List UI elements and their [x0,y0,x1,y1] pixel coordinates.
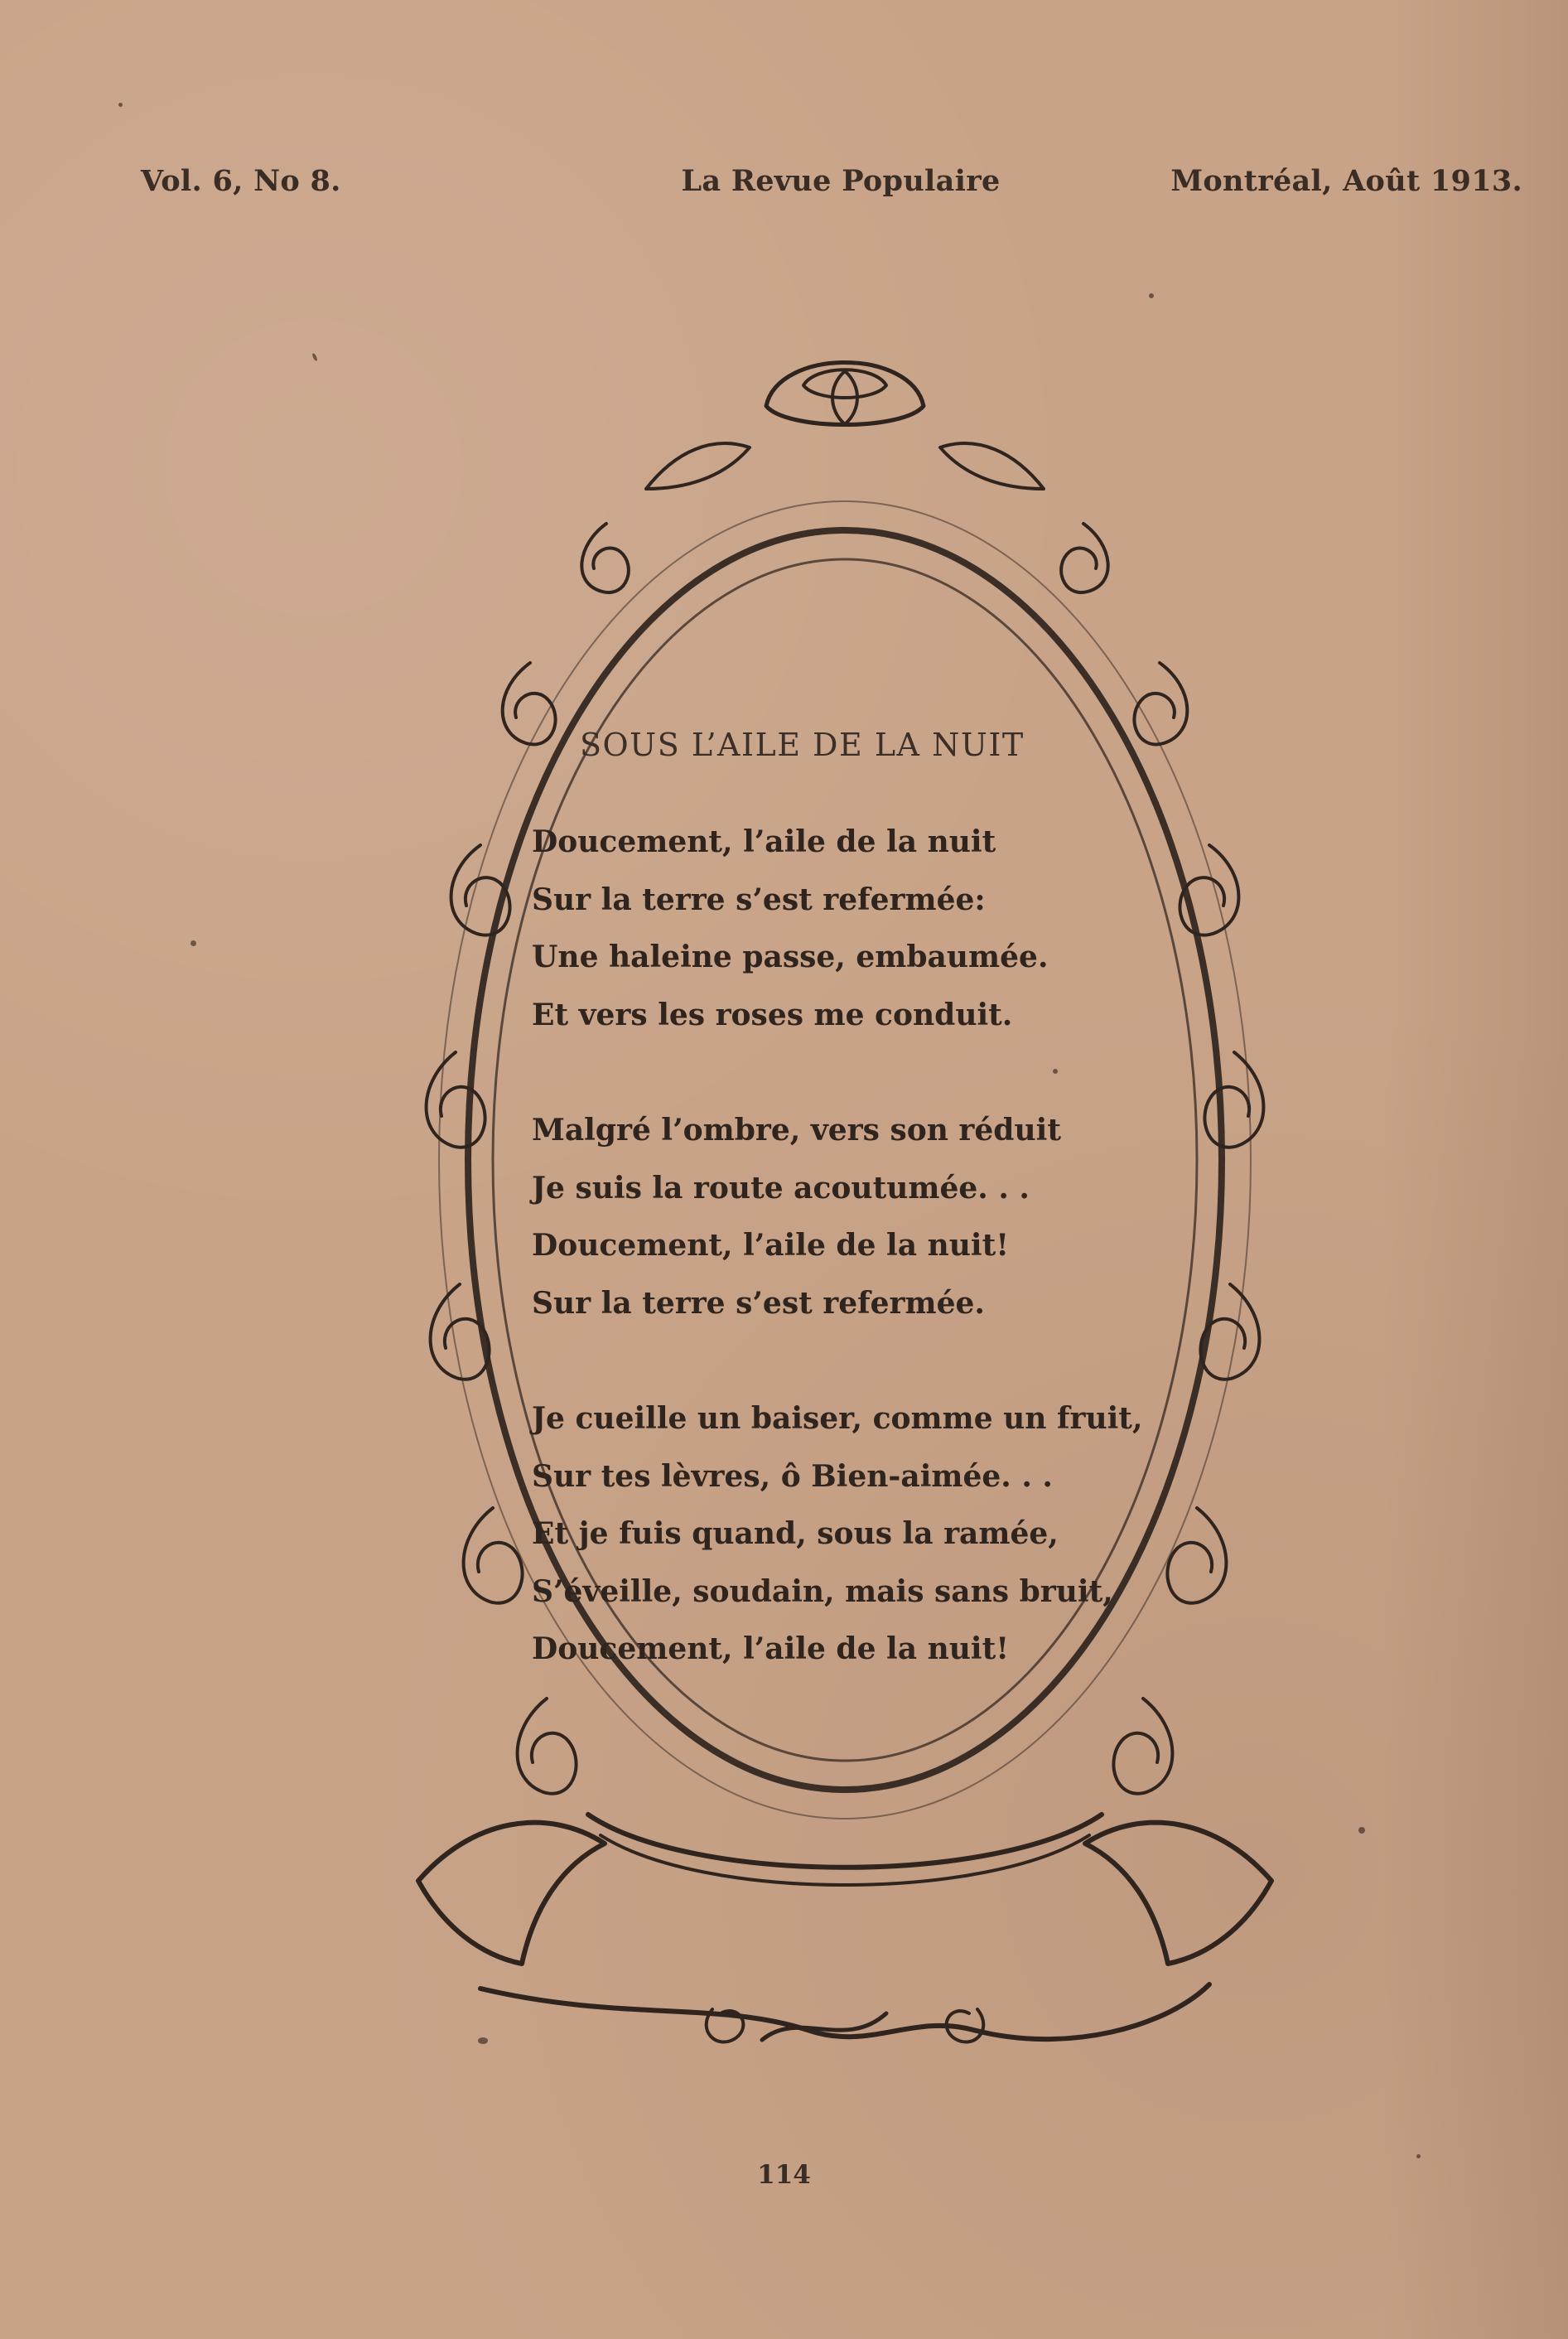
poem-line: S’éveille, soudain, mais sans bruit, [532,1573,1113,1609]
poem-title: SOUS L’AILE DE LA NUIT [580,727,1025,763]
poem-line: Je suis la route acoutumée. . . [532,1170,1030,1206]
poem-line: Et je fuis quand, sous la ramée, [532,1516,1059,1551]
volume-number: Vol. 6, No 8. [141,164,341,198]
poem-line: Sur la terre s’est refermée: [532,882,986,917]
poem-text [532,814,1211,1737]
poem-line: Doucement, l’aile de la nuit! [532,1631,1010,1666]
poem-line: Malgré l’ombre, vers son réduit [532,1113,1061,1148]
poem-stanza-2 [532,1102,1211,1332]
paper-speck [1149,293,1154,298]
page-number: 114 [757,2160,811,2190]
paper-speck [118,103,123,107]
poem-stanza-3 [532,1390,1211,1679]
poem-line: Doucement, l’aile de la nuit! [532,1228,1010,1263]
running-header [141,164,1522,214]
poem-line: Sur la terre s’est refermée. [532,1285,985,1321]
poem-line: Je cueille un baiser, comme un fruit, [532,1401,1143,1436]
poem-line: Et vers les roses me conduit. [532,997,1013,1032]
paper-speck [1416,2154,1421,2158]
poem-line: Doucement, l’aile de la nuit [532,824,996,859]
paper-speck [191,940,196,946]
poem-line: Une haleine passe, embaumée. [532,940,1049,974]
issue-date: Montréal, Août 1913. [1170,164,1522,198]
poem-line: Sur tes lèvres, ô Bien-aimée. . . [532,1458,1053,1494]
publication-title: La Revue Populaire [681,164,1001,198]
poem-stanza-1 [532,814,1211,1044]
